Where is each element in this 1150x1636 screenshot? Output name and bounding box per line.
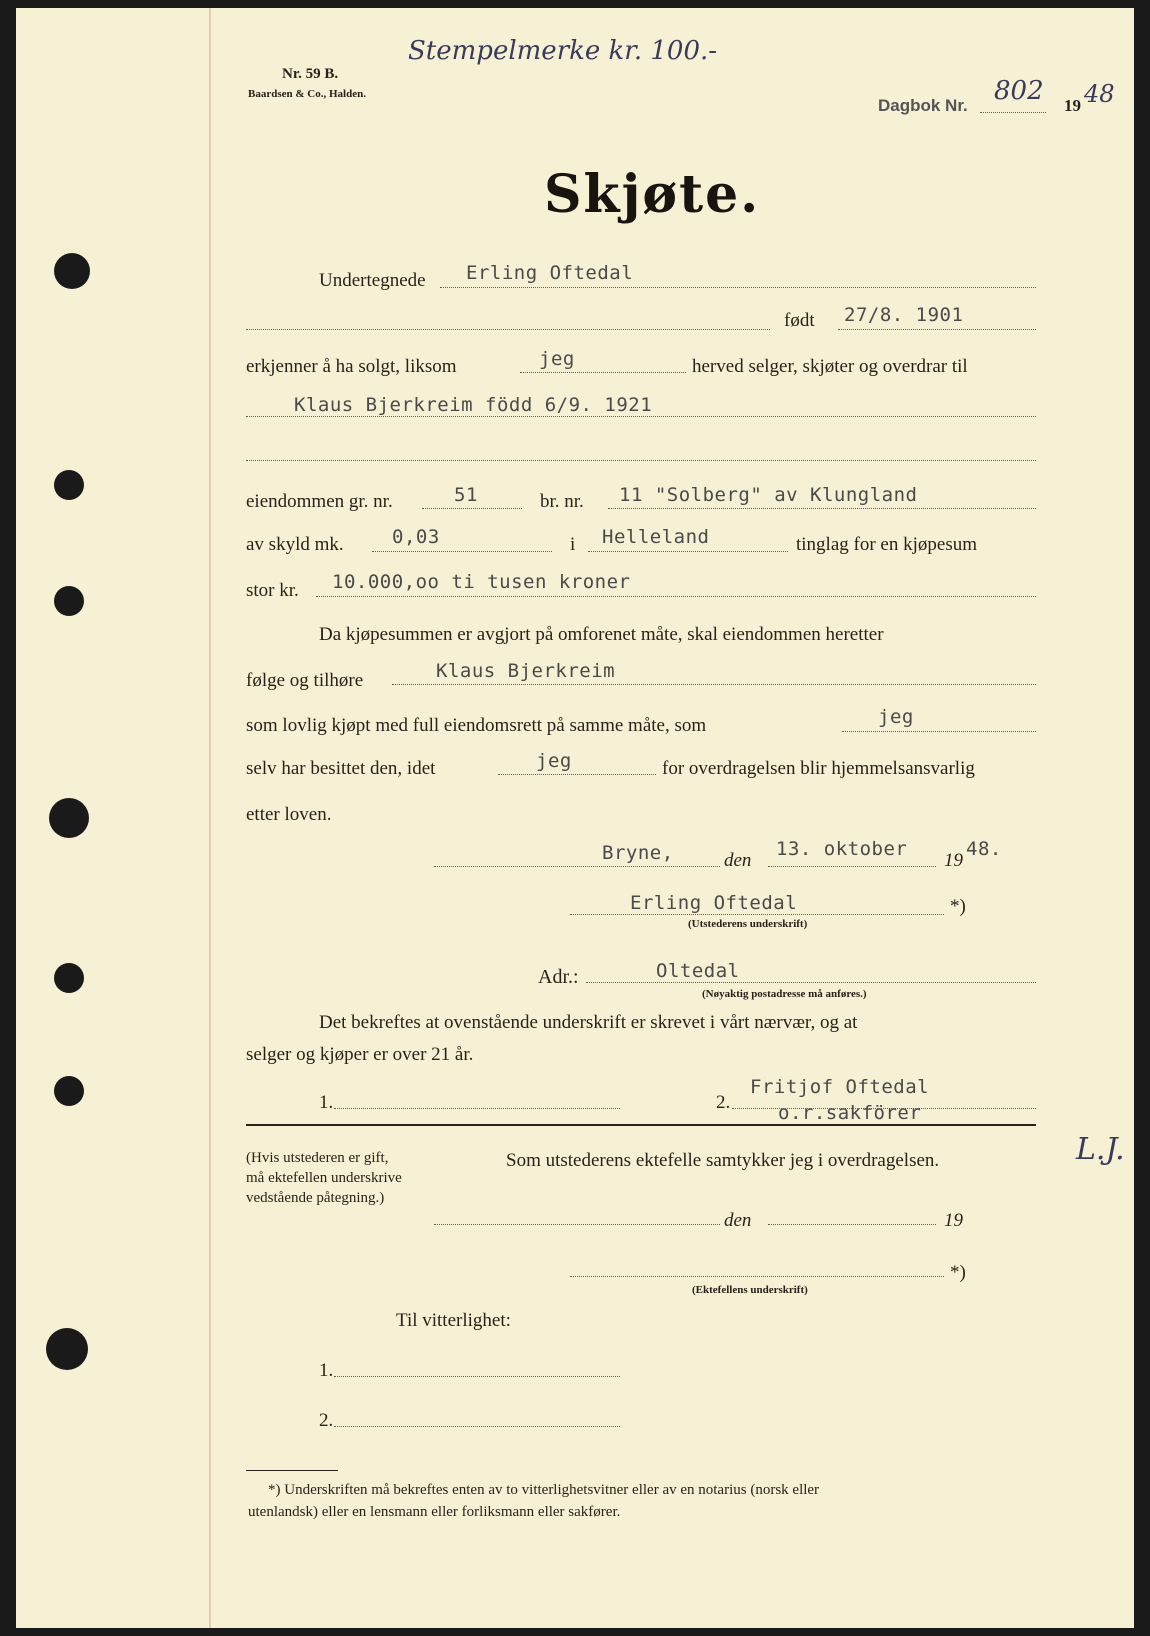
buyer-underline [246,416,1036,417]
binder-hole [54,586,84,616]
terms-line5: etter loven. [246,804,332,825]
dagbok-number: 802 [994,76,1044,106]
buyer-line: Klaus Bjerkreim född 6/9. 1921 [294,394,653,416]
stor-label: stor kr. [246,580,299,601]
signature-date: 13. oktober [776,838,908,860]
skyld-underline [372,551,552,552]
signer-underline [570,914,944,915]
spouse-note-line1: (Hvis utstederen er gift, [246,1150,389,1166]
gnr-underline [422,508,522,509]
spouse-note-line2: må ektefellen underskrive [246,1170,402,1186]
signature-place: Bryne, [602,842,674,864]
signature-den-label: den [724,850,752,871]
witness2-name: Fritjof Oftedal [750,1076,930,1098]
dagbok-underline [980,112,1046,113]
adr-caption: (Nøyaktig postadresse må anføres.) [702,988,867,1000]
spouse-den-label: den [724,1210,752,1231]
terms-line4-value: jeg [536,750,572,772]
binder-hole [54,1076,84,1106]
adr-value: Oltedal [656,960,740,982]
gnr-value: 51 [454,484,478,506]
terms-line4-end: for overdragelsen blir hjemmelsansvarlig [662,758,975,779]
sale-text-end: herved selger, skjøter og overdrar til [692,356,968,377]
terms-line3-value: jeg [878,706,914,728]
seller-underline [440,287,1036,288]
municipality: Helleland [602,526,710,548]
section-divider [246,1124,1036,1126]
form-number: Nr. 59 B. [282,66,339,82]
price-underline [316,596,1036,597]
seller-name: Erling Oftedal [466,262,634,284]
skyld-label: av skyld mk. [246,534,344,555]
skyld-value: 0,03 [392,526,440,548]
dagbok-year-written: 48 [1084,80,1115,108]
sale-pronoun: jeg [539,348,575,370]
signer-asterisk: *) [950,896,966,917]
bnr-underline [608,508,1036,509]
footnote-rule [246,1470,338,1471]
deed-document [16,8,1134,1628]
witness-num1: 1. [319,1092,334,1113]
sale-pronoun-underline [520,372,686,373]
terms-line2-value: Klaus Bjerkreim [436,660,616,682]
terms-line4-underline [498,774,656,775]
terms-line3-text: som lovlig kjøpt med full eiendomsrett på samme måte, som [246,715,707,736]
i-label: i [570,534,576,555]
witness2-title: o.r.sakförer [778,1102,922,1124]
blank-line [246,460,1036,461]
binder-hole [49,798,89,838]
initials: L.J. [1076,1132,1125,1167]
bnr-label: br. nr. [540,491,584,512]
gnr-label: eiendommen gr. nr. [246,491,393,512]
terms-line4-text: selv har besittet den, idet [246,758,436,779]
footnote-line1: *) Underskriften må bekreftes enten av to vitterlighetsvitner eller av en notarius (norsk eller [268,1482,820,1498]
terms-line1: Da kjøpesummen er avgjort på omforenet måte, skal eiendommen heretter [319,624,884,645]
signer-caption: (Utstederens underskrift) [688,918,808,930]
sale-text-start: erkjenner å ha solgt, liksom [246,356,457,377]
margin-line [209,8,211,1628]
stamp-note: Stempelmerke kr. 100.- [408,36,718,66]
attestation-num2: 2. [319,1410,334,1431]
terms-line2-underline [392,684,1036,685]
page-title: Skjøte. [544,164,761,225]
confirm-line2: selger og kjøper er over 21 år. [246,1044,474,1065]
born-label: født [784,310,815,331]
spouse-signature-underline [570,1276,944,1277]
publisher: Baardsen & Co., Halden. [248,88,366,100]
terms-line3-underline [842,731,1036,732]
attestation1-underline [334,1376,620,1377]
seller-label: Undertegnede [319,270,426,291]
binder-hole [54,963,84,993]
binder-hole [54,470,84,500]
municipality-underline [588,551,788,552]
witness1-underline [334,1108,620,1109]
tinglag-text: tinglag for en kjøpesum [796,534,977,555]
spouse-caption: (Ektefellens underskrift) [692,1284,808,1296]
blank-line [246,329,770,330]
signature-year-printed: 19 [944,850,963,871]
spouse-asterisk: *) [950,1262,966,1283]
attestation2-underline [334,1426,620,1427]
bnr-value: 11 "Solberg" av Klungland [619,484,918,506]
born-value: 27/8. 1901 [844,304,964,326]
signature-year-written: 48. [966,838,1002,860]
born-underline [838,329,1036,330]
spouse-note-line3: vedstående påtegning.) [246,1190,385,1206]
dagbok-year-printed: 19 [1064,96,1081,115]
terms-line2-label: følge og tilhøre [246,670,364,691]
footnote-line2: utenlandsk) eller en lensmann eller forliksmann eller sakfører. [248,1504,621,1520]
dagbok-label: Dagbok Nr. [878,96,968,115]
adr-underline [586,982,1036,983]
date-underline [768,866,936,867]
adr-label: Adr.: [538,966,579,988]
confirm-line1: Det bekreftes at ovenstående underskrift er skrevet i vårt nærvær, og at [319,1012,858,1033]
attestation-num1: 1. [319,1360,334,1381]
witness-num2: 2. [716,1092,731,1113]
attestation-label: Til vitterlighet: [396,1310,511,1331]
spouse-year-printed: 19 [944,1210,963,1231]
binder-hole [54,253,90,289]
price: 10.000,oo ti tusen kroner [332,571,631,593]
binder-hole [46,1328,88,1370]
spouse-date-underline [768,1224,936,1225]
place-underline [434,866,720,867]
spouse-consent: Som utstederens ektefelle samtykker jeg i overdragelsen. [506,1150,940,1171]
signer-name: Erling Oftedal [630,892,798,914]
spouse-place-underline [434,1224,720,1225]
